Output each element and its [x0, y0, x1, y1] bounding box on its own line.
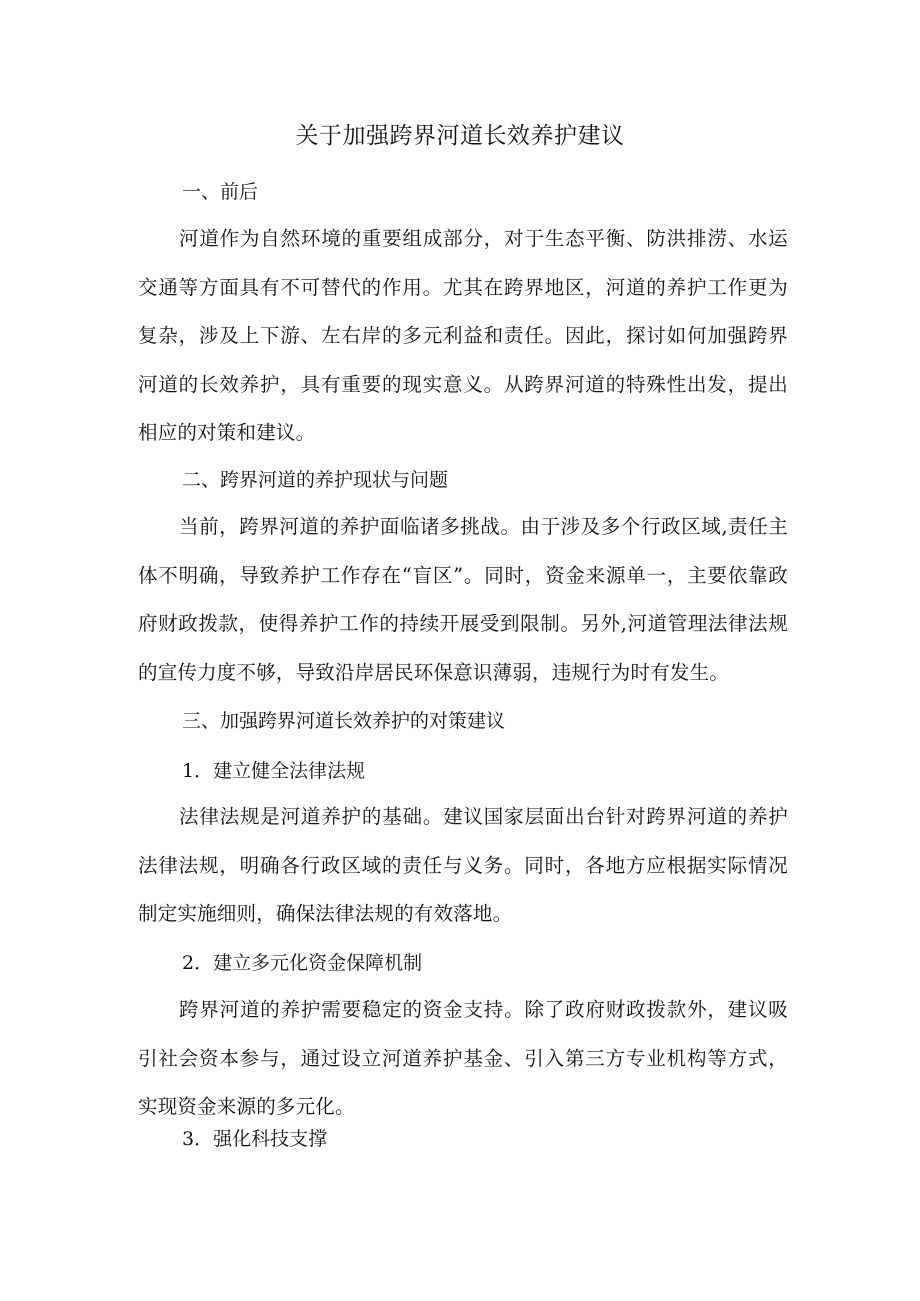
- subsection-heading-3: 3．强化科技支撑: [182, 1128, 328, 1150]
- section-1-paragraph: 河道作为自然环境的重要组成部分，对于生态平衡、防洪排涝、水运交通等方面具有不可替代的作用。尤其在跨界地区，河道的养护工作更为复杂，涉及上下游、左右岸的多元利益和责任。因此，探讨如何加强跨界河道的长效养护，具有重要的现实意义。从跨界河道的特殊性出发，提出相应的对策和建议。: [138, 227, 788, 444]
- section-heading-2: 二、跨界河道的养护现状与问题: [182, 469, 449, 491]
- document-title: 关于加强跨界河道长效养护建议: [295, 123, 625, 149]
- section-heading-1: 一、前后: [182, 181, 259, 203]
- section-2-paragraph: 当前，跨界河道的养护面临诸多挑战。由于涉及多个行政区域,责任主体不明确，导致养护工作存在“盲区”。同时，资金来源单一，主要依靠政府财政拨款，使得养护工作的持续开展受到限制。另外,河道管理法律法规的宣传力度不够，导致沿岸居民环保意识薄弱，违规行为时有发生。: [138, 515, 788, 684]
- subsection-2-paragraph: 跨界河道的养护需要稳定的资金支持。除了政府财政拨款外，建议吸引社会资本参与，通过设立河道养护基金、引入第三方专业机构等方式，实现资金来源的多元化。: [138, 998, 788, 1118]
- subsection-heading-1: 1．建立健全法律法规: [182, 760, 366, 782]
- section-heading-3: 三、加强跨界河道长效养护的对策建议: [182, 710, 506, 732]
- subsection-1-paragraph: 法律法规是河道养护的基础。建议国家层面出台针对跨界河道的养护法律法规，明确各行政区域的责任与义务。同时，各地方应根据实际情况制定实施细则，确保法律法规的有效落地。: [138, 805, 788, 925]
- subsection-heading-2: 2．建立多元化资金保障机制: [182, 952, 423, 974]
